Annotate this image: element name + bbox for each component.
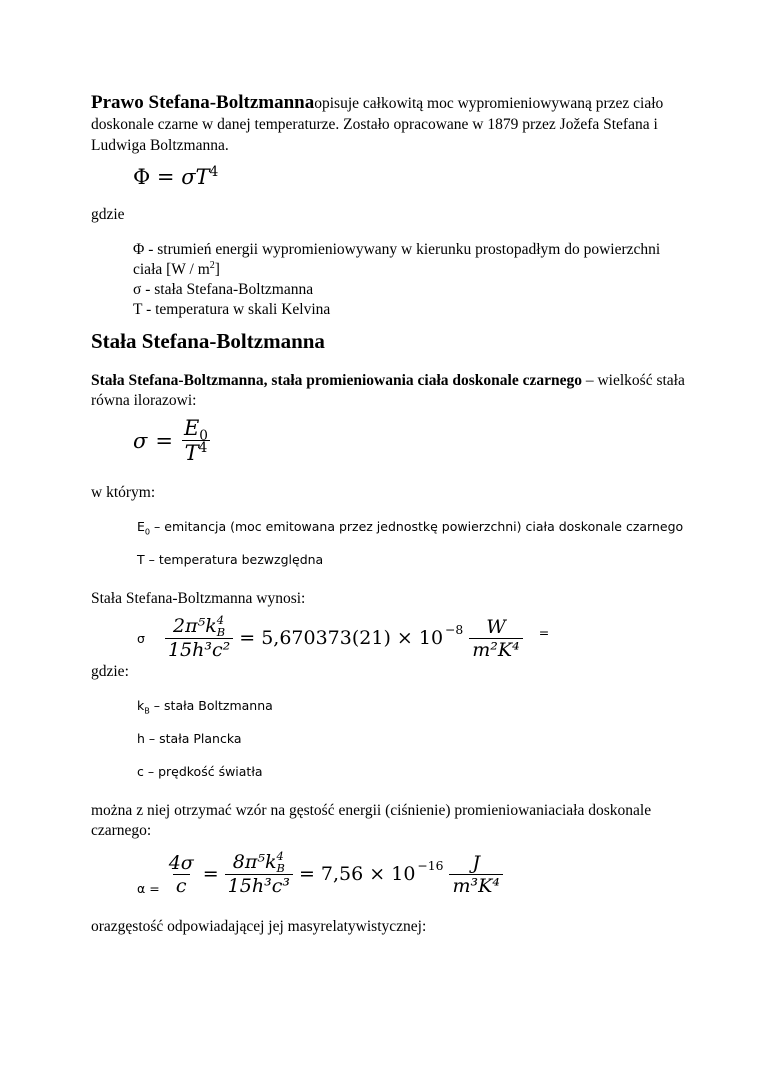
formula1-equals: = [156,165,175,189]
energy-density-paragraph: można z niej otrzymać wzór na gęstość energii (ciśnienie) promieniowaniaciała doskonale czarnego: [91,802,652,839]
def-phi-line2: ciała $[W / m^2]$ [133,259,220,278]
formula4-fraction-1: $\frac{4\sigma}{c}$ [168,851,194,897]
intro-text: opisuje całkowitą moc wypromieniowywaną przez ciało doskonale czarne w danej temperaturze. Zostało opracowane w 1879 przez Jožefa Stefana i Ludwiga Boltzmanna. [91,95,664,154]
formula1-phi: Φ [133,165,151,189]
formula1-t: T [195,165,210,189]
def-phi-line1: Φ - strumień energii wypromieniowywany w kierunku prostopadłym do powierzchni [133,241,661,258]
formula2-equals: = [155,428,173,453]
formula4-fraction-2: 8π⁵k 4 B 15h³c³ [225,851,293,897]
formula-sigma-value: σ 2π⁵k 4 B 15h³c² = 5,670373(21) × 10 $^{-8}$ $\frac{W}{\text{m²K⁴}}$ = [137,613,550,662]
definitions-list-1 [133,240,693,320]
formula4-value: = 7,56 × 10 [298,863,416,885]
formula4-alpha-label: α = [137,880,160,896]
intro-title: Prawo Stefana-Boltzmanna [91,92,315,113]
formula-energy-density: α = $\frac{4\sigma}{c}$ = 8π⁵k 4 B 15h³c³ = 7,56 × 10 $^{-16}$ $\frac{J}{\text{m³K⁴}}$ [137,846,503,902]
formula-sigma-ratio [133,416,211,465]
def-emittance: $E_0$ – emitancja (moc emitowana przez jednostkę powierzchni) ciała doskonale czarnego [137,519,684,537]
def-absolute-temperature: T – temperatura bezwzględna [137,552,324,567]
wynosi-label: Stała Stefana-Boltzmanna wynosi: [91,590,306,607]
definition-bold-term: Stała Stefana-Boltzmanna, stała promieniowania ciała doskonale czarnego [91,372,582,389]
def-planck-constant: h – stała Plancka [137,731,242,746]
intro-paragraph [91,92,691,156]
formula3-fraction: 2π⁵k 4 B 15h³c² [165,615,233,661]
formula1-sigma: σ [181,165,196,189]
constant-definition [91,371,691,411]
formula2-fraction: $\frac{E_0}{T^4}$ [181,416,211,465]
formula3-trailing-equals: = [538,624,550,640]
def-boltzmann-constant: $k_B$ – stała Boltzmanna [137,698,273,716]
gdzie-label: gdzie [91,206,125,223]
formula2-sigma: σ [133,428,148,453]
formula4-unit: $\frac{J}{\text{m³K⁴}}$ [449,852,502,897]
gdzie-label-2: gdzie: [91,663,129,680]
formula3-sigma-label: σ [137,630,145,646]
def-sigma: σ - stała Stefana-Boltzmanna [133,281,314,298]
formula3-value: = 5,670373(21) × 10 [239,627,444,649]
formula1-exponent: 4 [209,164,219,180]
w-ktorym-label: w którym: [91,484,156,501]
formula3-unit: $\frac{W}{\text{m²K⁴}}$ [469,616,522,661]
section-heading: Stała Stefana-Boltzmanna [91,329,325,353]
formula-stefan-boltzmann-law [133,165,218,189]
def-speed-of-light: c – prędkość światła [137,764,263,779]
oraz-paragraph: orazgęstość odpowiadającej jej masyrelatywistycznej: [91,918,427,935]
def-temperature: T - temperatura w skali Kelvina [133,301,331,318]
formula4-equals: = [202,863,219,885]
definition-rest: – wielkość stała równa ilorazowi: [91,372,685,409]
